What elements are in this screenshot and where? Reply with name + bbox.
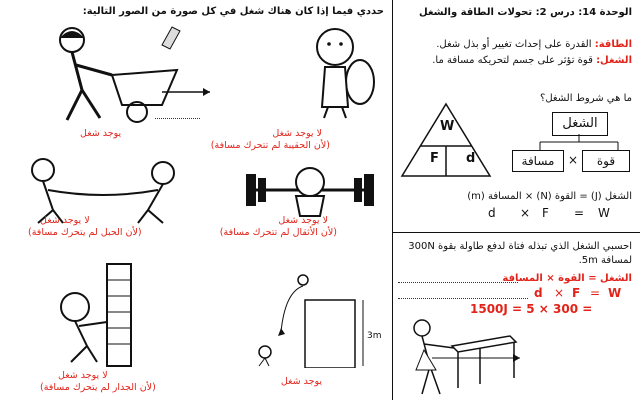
triangle-d: d (466, 151, 476, 166)
right-section-divider (392, 232, 640, 233)
answer-times: × (554, 286, 565, 300)
formula-text: الشغل (J) = القوة (N) × المسافة (m) (467, 191, 632, 202)
backpack-caption-2: (لأن الحقيبة لم تتحرك مسافة) (210, 140, 330, 151)
formula-F: F (542, 206, 549, 220)
tug-caption-2: (لأن الحبل لم يتحرك مسافة) (28, 227, 142, 238)
force-box: قوة (582, 150, 630, 172)
wheelbarrow-image (12, 20, 212, 130)
formula-eq: = (574, 206, 585, 220)
answer-F: F (572, 286, 581, 300)
box-connectors (502, 132, 638, 152)
weights-caption-1: لا يوجد شغل (278, 215, 328, 226)
girl-pushing-table-image (402, 318, 522, 398)
answer-dots-1 (398, 282, 518, 283)
weights-caption-2: (لأن الأثقال لم تتحرك مسافة) (219, 227, 337, 238)
backpack-image (300, 22, 380, 122)
tug-caption-1: لا يوجد شغل (40, 215, 90, 226)
instruction-text: حددي فيما إذا كان هناك شغل في كل صورة من الصور التالية: (82, 6, 384, 17)
work-triangle (398, 100, 494, 180)
distance-box: مسافة (512, 150, 564, 172)
energy-label: الطاقة: (594, 39, 632, 50)
wall-caption-1: لا يوجد شغل (58, 370, 108, 381)
answer-line-3: 1500J = 5 × 300 = (470, 302, 593, 316)
unit-title: الوحدة 14: درس 2: تحولات الطاقة والشغل (419, 7, 632, 18)
right-panel (392, 0, 640, 400)
answer-line-1: الشغل = القوة × المسافة (502, 273, 632, 284)
work-text: قوة تؤثر على جسم لتحريكه مسافة ما. (432, 55, 593, 66)
conditions-question: ما هي شروط الشغل؟ (540, 93, 632, 104)
backpack-caption-1: لا يوجد شغل (272, 128, 322, 139)
answer-eq: = (590, 286, 601, 300)
jump-height-label: 3m (367, 331, 382, 341)
wall-push-image (45, 262, 155, 368)
work-definition (432, 54, 632, 67)
formula-d: d (488, 206, 496, 220)
wall-caption-2: (لأن الجدار لم يتحرك مسافة) (40, 382, 156, 393)
jump-caption: يوجد شغل (280, 376, 322, 387)
energy-text: القدرة على إحداث تغيير أو بذل شغل. (436, 39, 592, 50)
box-times-sign: × (568, 153, 579, 167)
weights-image (240, 160, 380, 220)
problem-line-1: احسبي الشغل الذي تبذله فتاة لدفع طاولة بقوة 300N (408, 241, 632, 252)
formula-times: × (520, 206, 531, 220)
answer-W: W (608, 286, 622, 300)
triangle-f: F (430, 151, 439, 166)
work-label: الشغل: (596, 55, 632, 66)
wheelbarrow-caption: يوجد شغل (80, 128, 122, 139)
answer-dots-2 (398, 298, 528, 299)
answer-d: d (534, 286, 543, 300)
formula-W: W (598, 206, 610, 220)
problem-line-2: لمسافة 5m. (578, 255, 632, 266)
work-box: الشغل (552, 112, 608, 136)
jump-image (245, 262, 385, 368)
energy-definition (436, 38, 632, 51)
triangle-w: W (440, 119, 455, 134)
